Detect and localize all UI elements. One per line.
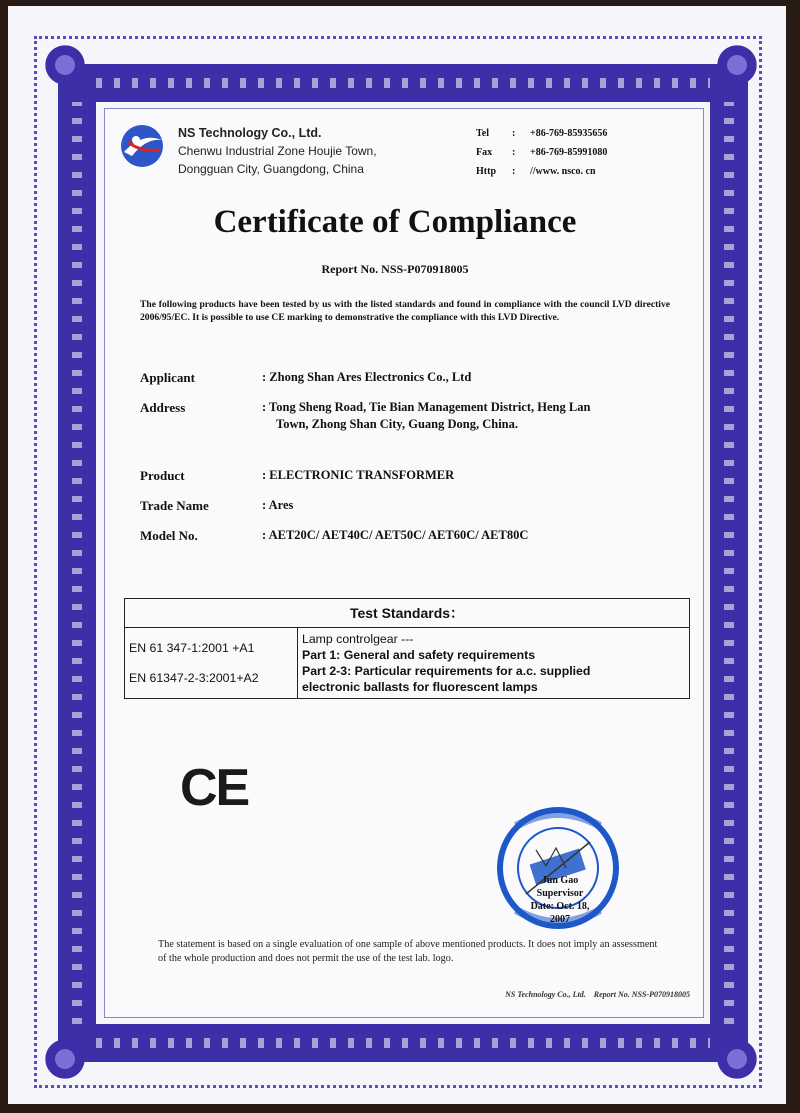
address-label: Address xyxy=(140,400,186,415)
test-standards-table xyxy=(124,598,690,699)
tel-value: +86-769-85935656 xyxy=(530,128,608,139)
table-row xyxy=(125,628,690,699)
contact-http xyxy=(476,162,607,181)
descriptions-cell xyxy=(298,628,690,699)
fax-label: Fax xyxy=(476,147,493,158)
border-pattern-left xyxy=(72,102,82,1024)
trade-name-label: Trade Name xyxy=(140,498,209,513)
contact-block xyxy=(476,124,607,181)
intro-paragraph: The following products have been tested by us with the listed standards and found in compliance with the council LVD directive 2006/95/EC. It is possible to use CE marking to demonstrative the compliance with this LVD Directive. xyxy=(140,299,670,323)
desc-3: Part 2-3: Particular requirements for a.c. supplied xyxy=(302,664,591,678)
statement-text: The statement is based on a single evaluation of one sample of above mentioned products. It does not imply an assessment of the whole production and does not permit the use of the test lab. logo. xyxy=(158,939,658,964)
model-label: Model No. xyxy=(140,528,198,543)
desc-1: Lamp controlgear --- xyxy=(302,632,414,646)
fax-sep: : xyxy=(512,147,516,158)
company-address-line2: Dongguan City, Guangdong, China xyxy=(178,162,364,176)
border-pattern-top xyxy=(96,78,710,88)
company-address-line1: Chenwu Industrial Zone Houjie Town, xyxy=(178,144,377,158)
tel-label: Tel xyxy=(476,128,489,139)
tel-sep: : xyxy=(512,128,516,139)
company-name: NS Technology Co., Ltd. xyxy=(178,126,322,140)
http-sep: : xyxy=(512,166,516,177)
http-label: Http xyxy=(476,166,496,177)
address-value-line1: : Tong Sheng Road, Tie Bian Management District, Heng Lan xyxy=(262,400,591,414)
desc-4: electronic ballasts for fluorescent lamps xyxy=(302,680,538,694)
certificate-title: Certificate of Compliance xyxy=(213,204,577,240)
standard-1: EN 61 347-1:2001 +A1 xyxy=(129,641,255,655)
signer-name: Jun Gao xyxy=(541,875,579,886)
ns-logo-icon xyxy=(118,122,166,170)
corner-ornament-tl xyxy=(42,42,88,88)
fax-value: +86-769-85991080 xyxy=(530,147,608,158)
model-value: : AET20C/ AET40C/ AET50C/ AET60C/ AET80C xyxy=(262,528,529,542)
company-block xyxy=(178,124,377,178)
standards-cell xyxy=(125,628,298,699)
footer-line xyxy=(410,990,690,999)
corner-ornament-bl xyxy=(42,1036,88,1082)
ce-mark: CE xyxy=(180,759,249,817)
standard-2: EN 61347-2-3:2001+A2 xyxy=(129,671,259,685)
trade-name-value: : Ares xyxy=(262,498,294,512)
applicant-value: : Zhong Shan Ares Electronics Co., Ltd xyxy=(262,370,472,384)
border-pattern-bottom xyxy=(96,1038,710,1048)
sign-date: Date: Oct. 18, 2007 xyxy=(530,901,590,925)
corner-ornament-tr xyxy=(714,42,760,88)
corner-ornament-br xyxy=(714,1036,760,1082)
test-standards-header: Test Standards： xyxy=(125,599,690,628)
http-value: //www. nsco. cn xyxy=(530,166,596,177)
signature-block xyxy=(520,874,600,926)
table-header-row xyxy=(125,599,690,628)
border-pattern-right xyxy=(724,102,734,1024)
product-label: Product xyxy=(140,468,185,483)
product-value: : ELECTRONIC TRANSFORMER xyxy=(262,468,455,482)
desc-2: Part 1: General and safety requirements xyxy=(302,648,536,662)
footer-company: NS Technology Co., Ltd. xyxy=(505,990,586,999)
contact-fax xyxy=(476,143,607,162)
report-number: Report No. NSS-P070918005 xyxy=(321,262,469,276)
applicant-label: Applicant xyxy=(140,370,195,385)
signer-role: Supervisor xyxy=(536,888,584,899)
address-value-line2: Town, Zhong Shan City, Guang Dong, China. xyxy=(276,417,518,431)
contact-tel xyxy=(476,124,607,143)
footer-report: Report No. NSS-P070918005 xyxy=(593,990,690,999)
